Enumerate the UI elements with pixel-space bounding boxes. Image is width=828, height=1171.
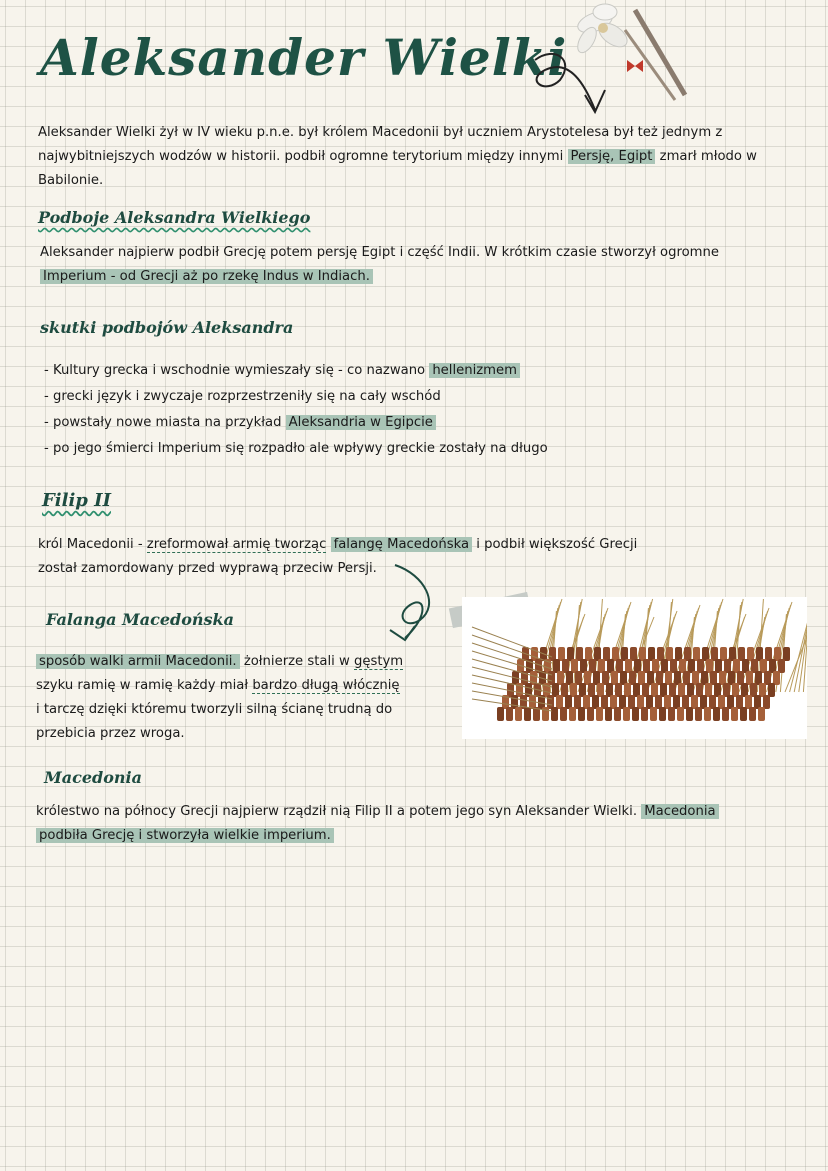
- soldier-shape: [754, 695, 761, 709]
- section3-paragraph: [38, 533, 678, 581]
- soldier-shape: [637, 695, 644, 709]
- soldier-shape: [633, 683, 640, 697]
- page-title: Aleksander Wielki: [40, 28, 568, 87]
- soldier-shape: [643, 659, 650, 673]
- section4-line: przebicia przez wroga.: [36, 726, 185, 741]
- highlight: hellenizmem: [429, 363, 520, 378]
- soldier-shape: [678, 683, 685, 697]
- soldier-shape: [629, 671, 636, 685]
- soldier-shape: [632, 707, 639, 721]
- soldier-shape: [764, 671, 771, 685]
- soldier-shape: [606, 683, 613, 697]
- soldier-shape: [751, 659, 758, 673]
- soldier-shape: [693, 647, 700, 661]
- soldier-shape: [515, 707, 522, 721]
- soldier-shape: [718, 695, 725, 709]
- intro-paragraph: [38, 121, 808, 193]
- soldier-shape: [783, 647, 790, 661]
- section-heading-macedonia: Macedonia: [44, 768, 142, 787]
- list-item: - grecki język i zwyczaje rozprzestrzeniły się na cały wschód: [44, 389, 441, 404]
- soldier-shape: [695, 707, 702, 721]
- soldier-shape: [723, 683, 730, 697]
- section3-line: [38, 533, 678, 557]
- soldier-shape: [561, 683, 568, 697]
- soldier-shape: [615, 683, 622, 697]
- section4-line: [36, 650, 446, 674]
- soldier-shape: [704, 707, 711, 721]
- soldier-shape: [641, 707, 648, 721]
- soldier-shape: [542, 707, 549, 721]
- soldier-shape: [601, 695, 608, 709]
- soldier-shape: [736, 695, 743, 709]
- soldier-shape: [650, 707, 657, 721]
- soldier-shape: [647, 671, 654, 685]
- phalanx-drawing: [462, 597, 807, 739]
- soldier-shape: [634, 659, 641, 673]
- soldier-shape: [655, 695, 662, 709]
- soldier-shape: [696, 683, 703, 697]
- intro-line: [38, 145, 808, 169]
- intro-text: najwybitniejszych wodzów w historii. podbił ogromne terytorium między innymi: [38, 149, 568, 164]
- flower-illustration: [565, 0, 695, 105]
- soldier-shape: [683, 671, 690, 685]
- soldier-shape: [642, 683, 649, 697]
- soldier-shape: [625, 659, 632, 673]
- soldier-shape: [553, 659, 560, 673]
- soldier-shape: [773, 671, 780, 685]
- soldier-shape: [611, 671, 618, 685]
- underlined-text: bardzo długą włócznię: [252, 678, 400, 693]
- soldier-shape: [569, 707, 576, 721]
- soldier-shape: [746, 671, 753, 685]
- soldier-shape: [574, 695, 581, 709]
- list-item: [44, 410, 548, 436]
- soldier-shape: [738, 647, 745, 661]
- soldier-shape: [759, 683, 766, 697]
- soldier-shape: [688, 659, 695, 673]
- soldier-shape: [706, 659, 713, 673]
- soldier-shape: [763, 695, 770, 709]
- soldier-shape: [687, 683, 694, 697]
- soldier-shape: [593, 671, 600, 685]
- section-heading-filip: Filip II: [42, 490, 111, 511]
- soldier-shape: [605, 707, 612, 721]
- soldier-shape: [657, 647, 664, 661]
- soldier-shape: [602, 671, 609, 685]
- soldier-shape: [598, 659, 605, 673]
- section5-line: [36, 800, 796, 824]
- soldier-shape: [576, 647, 583, 661]
- spear-line: [472, 627, 552, 657]
- soldier-shape: [566, 671, 573, 685]
- section5-paragraph: [36, 800, 796, 848]
- section5-line: [36, 824, 796, 848]
- soldier-shape: [584, 671, 591, 685]
- soldier-shape: [731, 707, 738, 721]
- soldier-shape: [677, 707, 684, 721]
- section4-line: i tarczę dzięki któremu tworzyli silną ścianę trudną do: [36, 702, 393, 717]
- soldier-shape: [692, 671, 699, 685]
- soldier-shape: [666, 647, 673, 661]
- soldier-shape: [589, 659, 596, 673]
- soldier-shape: [732, 683, 739, 697]
- soldier-shape: [724, 659, 731, 673]
- soldier-shape: [638, 671, 645, 685]
- soldier-shape: [711, 647, 718, 661]
- soldier-shape: [674, 671, 681, 685]
- section3-text: i podbił większość Grecji: [472, 537, 638, 552]
- soldier-shape: [620, 671, 627, 685]
- soldier-shape: [630, 647, 637, 661]
- soldier-shape: [728, 671, 735, 685]
- soldier-shape: [745, 695, 752, 709]
- section-heading-skutki: skutki podbojów Aleksandra: [40, 318, 294, 337]
- soldier-shape: [524, 707, 531, 721]
- soldier-shape: [755, 671, 762, 685]
- soldier-shape: [567, 647, 574, 661]
- soldier-shape: [768, 683, 775, 697]
- list-text: - Kultury grecka i wschodnie wymieszały się - co nazwano: [44, 363, 430, 378]
- phalanx-illustration: [462, 597, 807, 739]
- highlight: Macedonia: [641, 804, 718, 819]
- soldier-shape: [594, 647, 601, 661]
- soldier-shape: [669, 683, 676, 697]
- soldier-shape: [580, 659, 587, 673]
- spear-line: [803, 608, 807, 692]
- soldier-shape: [765, 647, 772, 661]
- soldier-shape: [760, 659, 767, 673]
- section5-text: królestwo na północy Grecji najpierw rządził nią Filip II a potem jego syn Aleksander Wielki.: [36, 804, 642, 819]
- soldier-shape: [548, 671, 555, 685]
- list-text: - powstały nowe miasta na przykład: [44, 415, 286, 430]
- soldier-shape: [497, 707, 504, 721]
- soldier-shape: [603, 647, 610, 661]
- soldier-shape: [506, 707, 513, 721]
- soldier-shape: [722, 707, 729, 721]
- soldier-shape: [719, 671, 726, 685]
- soldier-shape: [713, 707, 720, 721]
- soldier-shape: [673, 695, 680, 709]
- section1-line: Aleksander najpierw podbił Grecję potem persję Egipt i część Indii. W krótkim czasie stworzył ogromne: [40, 245, 719, 260]
- soldier-shape: [740, 707, 747, 721]
- section4-line: [36, 674, 446, 698]
- soldier-shape: [778, 659, 785, 673]
- soldier-shape: [729, 647, 736, 661]
- soldier-shape: [714, 683, 721, 697]
- soldier-shape: [575, 671, 582, 685]
- soldier-shape: [585, 647, 592, 661]
- soldier-shape: [701, 671, 708, 685]
- soldier-shape: [700, 695, 707, 709]
- highlight: Imperium - od Grecji aż po rzekę Indus w Indiach.: [40, 269, 373, 284]
- soldier-shape: [737, 671, 744, 685]
- section3-text: król Macedonii -: [38, 537, 147, 552]
- soldier-shape: [592, 695, 599, 709]
- section4-text: szyku ramię w ramię każdy miał: [36, 678, 253, 693]
- soldier-shape: [596, 707, 603, 721]
- soldier-shape: [682, 695, 689, 709]
- soldier-shape: [697, 659, 704, 673]
- soldier-shape: [774, 647, 781, 661]
- soldier-shape: [570, 683, 577, 697]
- soldier-shape: [727, 695, 734, 709]
- section4-text: żołnierze stali w: [239, 654, 354, 669]
- soldier-shape: [578, 707, 585, 721]
- soldier-shape: [547, 695, 554, 709]
- soldier-shape: [756, 647, 763, 661]
- section-heading-podboje: Podboje Aleksandra Wielkiego: [38, 208, 311, 227]
- soldier-shape: [720, 647, 727, 661]
- soldier-shape: [583, 695, 590, 709]
- soldier-shape: [758, 707, 765, 721]
- soldier-shape: [651, 683, 658, 697]
- soldier-shape: [684, 647, 691, 661]
- soldier-shape: [614, 707, 621, 721]
- soldier-shape: [597, 683, 604, 697]
- soldier-shape: [664, 695, 671, 709]
- soldier-shape: [624, 683, 631, 697]
- soldier-shape: [656, 671, 663, 685]
- highlight: Persję, Egipt: [568, 149, 656, 164]
- soldier-shape: [742, 659, 749, 673]
- soldier-shape: [715, 659, 722, 673]
- section1-line: [40, 265, 810, 289]
- section3-line: został zamordowany przed wyprawą przeciw Persji.: [38, 561, 377, 576]
- soldier-shape: [648, 647, 655, 661]
- soldier-shape: [511, 695, 518, 709]
- soldier-shape: [579, 683, 586, 697]
- section3-text: [326, 537, 330, 552]
- intro-line: Aleksander Wielki żył w IV wieku p.n.e. był królem Macedonii był uczniem Arystotelesa był też jednym z: [38, 125, 723, 140]
- section1-paragraph: [40, 241, 810, 289]
- soldier-shape: [710, 671, 717, 685]
- soldier-shape: [587, 707, 594, 721]
- soldier-shape: [616, 659, 623, 673]
- soldier-shape: [668, 707, 675, 721]
- section4-paragraph: [36, 650, 446, 746]
- soldier-shape: [705, 683, 712, 697]
- soldier-shape: [679, 659, 686, 673]
- soldier-shape: [691, 695, 698, 709]
- soldier-shape: [565, 695, 572, 709]
- intro-line: Babilonie.: [38, 173, 104, 188]
- soldier-shape: [750, 683, 757, 697]
- list-item: [44, 358, 548, 384]
- soldier-shape: [652, 659, 659, 673]
- intro-text: zmarł młodo w: [655, 149, 757, 164]
- soldier-shape: [628, 695, 635, 709]
- list-item: - po jego śmierci Imperium się rozpadło ale wpływy greckie zostały na długo: [44, 441, 548, 456]
- soldier-shape: [549, 647, 556, 661]
- soldier-shape: [665, 671, 672, 685]
- soldier-shape: [610, 695, 617, 709]
- soldier-shape: [551, 707, 558, 721]
- section-heading-falanga: Falanga Macedońska: [46, 610, 235, 629]
- soldier-shape: [709, 695, 716, 709]
- underlined-text: zreformował armię tworząc: [146, 537, 327, 552]
- soldier-shape: [661, 659, 668, 673]
- soldier-shape: [741, 683, 748, 697]
- highlight: podbiła Grecję i stworzyła wielkie imperium.: [36, 828, 334, 843]
- soldier-shape: [659, 707, 666, 721]
- highlight: sposób walki armii Macedonii.: [36, 654, 240, 669]
- soldier-shape: [612, 647, 619, 661]
- soldier-shape: [619, 695, 626, 709]
- soldier-shape: [556, 695, 563, 709]
- soldier-shape: [686, 707, 693, 721]
- effects-list: [44, 358, 548, 462]
- soldier-shape: [623, 707, 630, 721]
- soldier-shape: [639, 647, 646, 661]
- soldier-shape: [621, 647, 628, 661]
- highlight: Aleksandria w Egipcie: [286, 415, 436, 430]
- underlined-text: gęstym: [353, 654, 404, 669]
- curly-arrow-icon: [385, 560, 455, 650]
- soldier-shape: [646, 695, 653, 709]
- soldier-shape: [607, 659, 614, 673]
- soldier-shape: [670, 659, 677, 673]
- highlight: falangę Macedońska: [331, 537, 472, 552]
- soldier-shape: [552, 683, 559, 697]
- soldier-shape: [660, 683, 667, 697]
- soldier-shape: [558, 647, 565, 661]
- soldier-shape: [733, 659, 740, 673]
- soldier-shape: [557, 671, 564, 685]
- soldier-shape: [747, 647, 754, 661]
- soldier-shape: [769, 659, 776, 673]
- soldier-shape: [702, 647, 709, 661]
- soldier-shape: [588, 683, 595, 697]
- soldier-shape: [571, 659, 578, 673]
- soldier-shape: [675, 647, 682, 661]
- soldier-shape: [560, 707, 567, 721]
- soldier-shape: [562, 659, 569, 673]
- soldier-shape: [749, 707, 756, 721]
